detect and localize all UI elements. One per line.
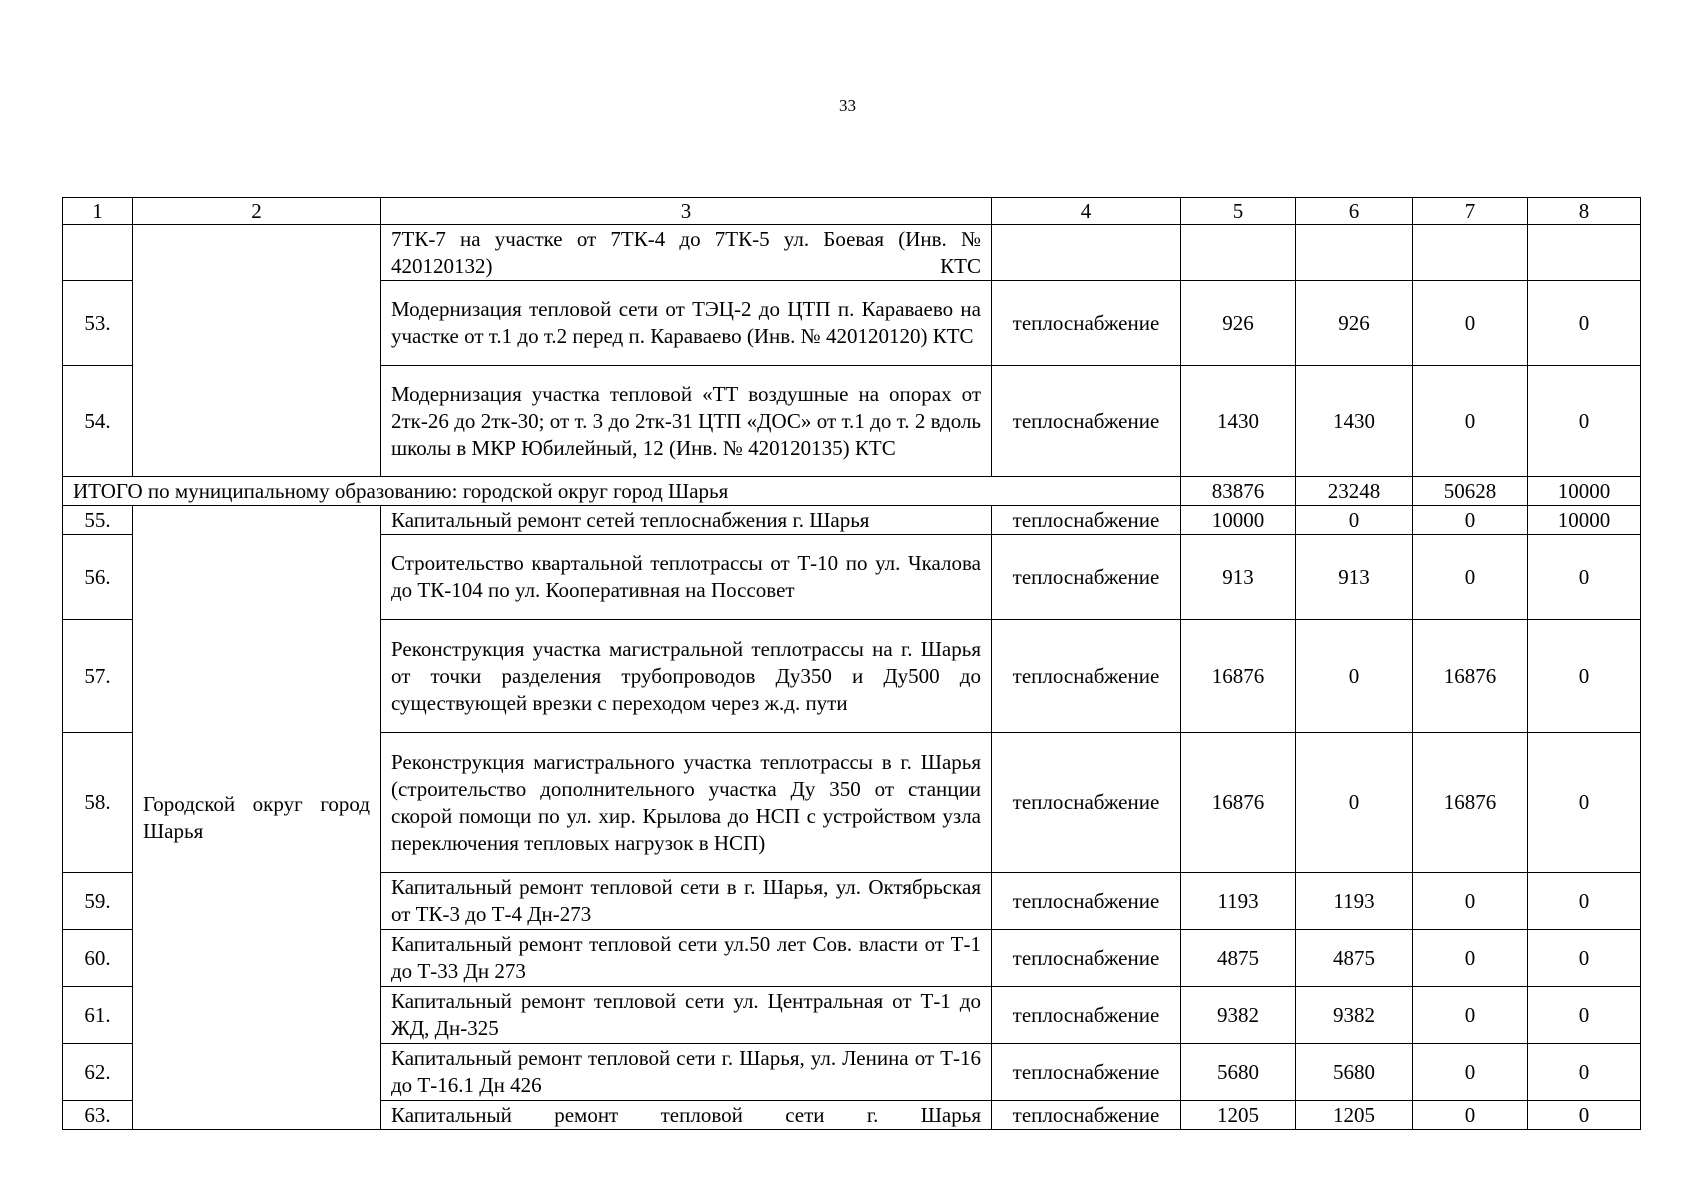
value-col6: 1193 <box>1296 873 1413 930</box>
project-type: теплоснабжение <box>992 873 1181 930</box>
value-col6: 4875 <box>1296 930 1413 987</box>
project-name: Модернизация тепловой сети от ТЭЦ-2 до ЦТП п. Караваево на участке от т.1 до т.2 перед п. Караваево (Инв. № 420120120) КТС <box>381 281 992 366</box>
value-col6: 0 <box>1296 733 1413 873</box>
value-col5: 16876 <box>1181 620 1296 733</box>
total-col6: 23248 <box>1296 477 1413 506</box>
value-col6: 5680 <box>1296 1044 1413 1101</box>
row-number: 63. <box>63 1101 133 1130</box>
value-col5: 10000 <box>1181 506 1296 535</box>
region-cell: Городской округ город Шарья <box>133 506 381 1130</box>
project-type: теплоснабжение <box>992 281 1181 366</box>
row-number: 53. <box>63 281 133 366</box>
value-col6: 9382 <box>1296 987 1413 1044</box>
value-col5: 9382 <box>1181 987 1296 1044</box>
value-col5: 1193 <box>1181 873 1296 930</box>
region-cell-continued <box>133 225 381 477</box>
column-header-3: 3 <box>381 198 992 225</box>
total-col8: 10000 <box>1528 477 1641 506</box>
value-col6: 913 <box>1296 535 1413 620</box>
project-name: Капитальный ремонт тепловой сети в г. Шарья, ул. Октябрьская от ТК-3 до Т-4 Дн-273 <box>381 873 992 930</box>
project-name: Реконструкция магистрального участка теплотрассы в г. Шарья (строительство дополнительного участка Ду 350 от станции скорой помощи по ул. хир. Крылова до НСП с устройством узла переключения тепловых нагрузок в НСП) <box>381 733 992 873</box>
value-col7 <box>1413 225 1528 281</box>
value-col8: 0 <box>1528 1044 1641 1101</box>
column-number-header-row <box>63 198 1641 225</box>
project-type: теплоснабжение <box>992 506 1181 535</box>
row-number <box>63 225 133 281</box>
column-header-2: 2 <box>133 198 381 225</box>
column-header-5: 5 <box>1181 198 1296 225</box>
project-name: Капитальный ремонт тепловой сети ул.50 лет Сов. власти от Т-1 до Т-33 Дн 273 <box>381 930 992 987</box>
total-col7: 50628 <box>1413 477 1528 506</box>
value-col8: 0 <box>1528 366 1641 477</box>
value-col8: 0 <box>1528 733 1641 873</box>
value-col7: 16876 <box>1413 733 1528 873</box>
row-number: 60. <box>63 930 133 987</box>
value-col5: 4875 <box>1181 930 1296 987</box>
value-col7: 0 <box>1413 1044 1528 1101</box>
project-type: теплоснабжение <box>992 366 1181 477</box>
value-col8: 0 <box>1528 873 1641 930</box>
table-row <box>63 506 1641 535</box>
value-col7: 0 <box>1413 281 1528 366</box>
row-number: 58. <box>63 733 133 873</box>
project-name: Строительство квартальной теплотрассы от Т-10 по ул. Чкалова до ТК-104 по ул. Кооперативная на Поссовет <box>381 535 992 620</box>
value-col8: 0 <box>1528 620 1641 733</box>
project-type: теплоснабжение <box>992 930 1181 987</box>
column-header-6: 6 <box>1296 198 1413 225</box>
project-name: Капитальный ремонт тепловой сети ул. Центральная от Т-1 до ЖД, Дн-325 <box>381 987 992 1044</box>
row-number: 62. <box>63 1044 133 1101</box>
table-row <box>63 225 1641 281</box>
value-col5: 926 <box>1181 281 1296 366</box>
row-number: 59. <box>63 873 133 930</box>
value-col8: 0 <box>1528 281 1641 366</box>
row-number: 55. <box>63 506 133 535</box>
investment-table <box>62 197 1641 1130</box>
project-name: Капитальный ремонт тепловой сети г. Шарья, ул. Ленина от Т-16 до Т-16.1 Дн 426 <box>381 1044 992 1101</box>
column-header-8: 8 <box>1528 198 1641 225</box>
project-type: теплоснабжение <box>992 1044 1181 1101</box>
value-col8: 0 <box>1528 1101 1641 1130</box>
value-col6: 0 <box>1296 506 1413 535</box>
value-col7: 0 <box>1413 987 1528 1044</box>
total-row <box>63 477 1641 506</box>
column-header-7: 7 <box>1413 198 1528 225</box>
value-col5: 1205 <box>1181 1101 1296 1130</box>
value-col7: 16876 <box>1413 620 1528 733</box>
project-name: Модернизация участка тепловой «ТТ воздушные на опорах от 2тк-26 до 2тк-30; от т. 3 до 2тк-31 ЦТП «ДОС» от т.1 до т. 2 вдоль школы в МКР Юбилейный, 12 (Инв. № 420120135) КТС <box>381 366 992 477</box>
value-col7: 0 <box>1413 873 1528 930</box>
value-col6: 0 <box>1296 620 1413 733</box>
project-type: теплоснабжение <box>992 620 1181 733</box>
row-number: 54. <box>63 366 133 477</box>
column-header-4: 4 <box>992 198 1181 225</box>
value-col5: 913 <box>1181 535 1296 620</box>
value-col6: 1430 <box>1296 366 1413 477</box>
project-type: теплоснабжение <box>992 987 1181 1044</box>
value-col7: 0 <box>1413 1101 1528 1130</box>
total-label: ИТОГО по муниципальному образованию: городской округ город Шарья <box>63 477 1181 506</box>
value-col6: 1205 <box>1296 1101 1413 1130</box>
total-col5: 83876 <box>1181 477 1296 506</box>
value-col8: 0 <box>1528 987 1641 1044</box>
project-type <box>992 225 1181 281</box>
page-number: 33 <box>839 96 856 115</box>
value-col6 <box>1296 225 1413 281</box>
value-col7: 0 <box>1413 930 1528 987</box>
value-col5: 16876 <box>1181 733 1296 873</box>
value-col8 <box>1528 225 1641 281</box>
value-col7: 0 <box>1413 506 1528 535</box>
project-name: 7ТК-7 на участке от 7ТК-4 до 7ТК-5 ул. Боевая (Инв. № 420120132) КТС <box>381 225 992 281</box>
row-number: 57. <box>63 620 133 733</box>
project-name: Реконструкция участка магистральной теплотрассы на г. Шарья от точки разделения трубопроводов Ду350 и Ду500 до существующей врезки с переходом через ж.д. пути <box>381 620 992 733</box>
value-col7: 0 <box>1413 366 1528 477</box>
project-name: Капитальный ремонт сетей теплоснабжения г. Шарья <box>381 506 992 535</box>
project-type: теплоснабжение <box>992 1101 1181 1130</box>
value-col8: 0 <box>1528 535 1641 620</box>
project-type: теплоснабжение <box>992 535 1181 620</box>
value-col8: 0 <box>1528 930 1641 987</box>
value-col5 <box>1181 225 1296 281</box>
column-header-1: 1 <box>63 198 133 225</box>
project-name: Капитальный ремонт тепловой сети г. Шарья <box>381 1101 992 1130</box>
project-type: теплоснабжение <box>992 733 1181 873</box>
row-number: 56. <box>63 535 133 620</box>
row-number: 61. <box>63 987 133 1044</box>
value-col7: 0 <box>1413 535 1528 620</box>
value-col6: 926 <box>1296 281 1413 366</box>
value-col5: 1430 <box>1181 366 1296 477</box>
value-col8: 10000 <box>1528 506 1641 535</box>
value-col5: 5680 <box>1181 1044 1296 1101</box>
